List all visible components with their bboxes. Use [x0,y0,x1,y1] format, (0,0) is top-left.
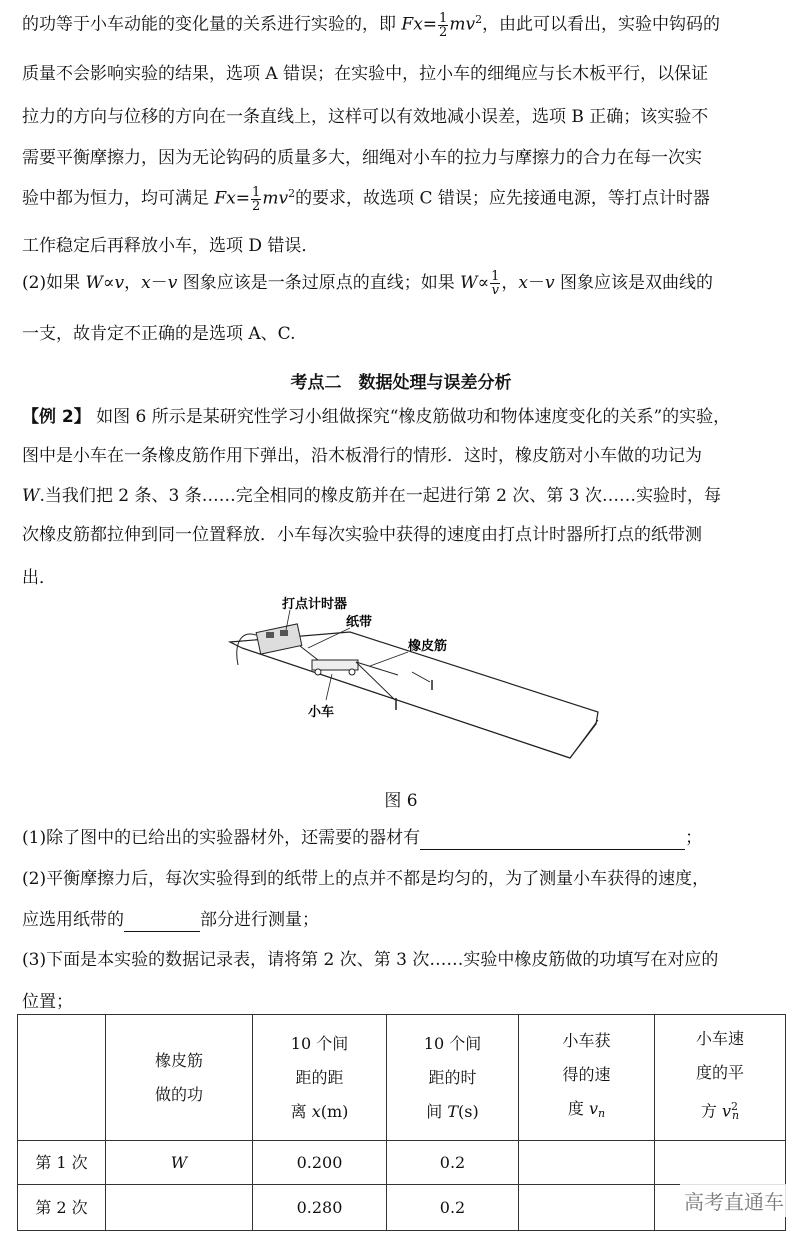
experiment-figure [220,590,600,780]
para1-line6: 工作稳定后再释放小车，选项 D 错误． [22,236,319,256]
row-time: 0.2 [387,1185,519,1231]
cart [312,660,358,670]
answer-blank-1[interactable] [420,831,685,850]
math-var: Fx [401,14,423,35]
example-tag: 【例 2】 [22,407,91,427]
header-speed-squared: 小车速 度的平 方 $v^2_n$ [655,1015,786,1141]
para2-line1: (2)如果 W∝v，x－v 图象应该是一条过原点的直线；如果 W∝ $\frac{1}{v}$，x－v 图象应该是双曲线的 [22,269,713,298]
label-cart: 小车 [308,705,335,720]
para2-line2: 一支，故肯定不正确的是选项 A、C. [22,324,296,344]
table-row [18,1141,786,1185]
question-3-line1: (3)下面是本实验的数据记录表，请将第 2 次、第 3 次……实验中橡皮筋做的功填写在对应的 [22,950,719,970]
answer-blank-2[interactable] [124,913,200,932]
fraction: $\frac{1}{2}$ [252,184,261,214]
row-time: 0.2 [387,1141,519,1185]
para1-line5: 验中都为恒力，均可满足 Fx= $\frac{1}{2}$ $mv^2$的要求，故选项 C 错误；应先接通电源，等打点计时器 [22,184,710,214]
para1-line1 [22,8,782,39]
math-sup: 2 [475,13,483,26]
data-table [17,1014,786,1231]
example-line5: 出． [22,568,56,588]
math-eq: = [422,14,438,35]
example-line4: 次橡皮筋都拉伸到同一位置释放．小车每次实验中获得的速度由打点计时器所打点的纸带测 [22,525,702,545]
watermark: 高考直通车 [680,1184,788,1217]
row-speed[interactable] [519,1141,655,1185]
text: ，由此可以看出，实验中钩码的 [482,14,721,35]
table-row [18,1185,786,1231]
row-label: 第 1 次 [18,1141,106,1185]
label-band: 橡皮筋 [408,639,448,654]
fraction: $\frac{1}{2}$ [439,10,448,40]
header-empty [18,1015,106,1141]
row-distance: 0.280 [253,1185,387,1231]
label-tape: 纸带 [346,615,373,630]
row-work[interactable] [106,1185,253,1231]
example-line3: W.当我们把 2 条、3 条……完全相同的橡皮筋并在一起进行第 2 次、第 3 次……实验时，每 [22,486,721,506]
row-speed-squared[interactable] [655,1141,786,1185]
math-var: mv [449,14,476,35]
question-3-line2: 位置； [22,992,73,1012]
para1-line3: 拉力的方向与位移的方向在一条直线上，这样可以有效地减小误差，选项 B 正确；该实验不 [22,107,709,127]
para1-line4: 需要平衡摩擦力，因为无论钩码的质量多大，细绳对小车的拉力与摩擦力的合力在每一次实 [22,148,702,168]
row-speed[interactable] [519,1185,655,1231]
header-time: 10 个间 距的时 间 T(s) [387,1015,519,1141]
row-label: 第 2 次 [18,1185,106,1231]
fraction: $\frac{1}{v}$ [491,269,500,298]
question-2-line2: 应选用纸带的 部分进行测量； [22,910,319,930]
row-work: W [106,1141,253,1185]
para1-line2: 质量不会影响实验的结果，选项 A 错误；在实验中，拉小车的细绳应与长木板平行，以保证 [22,64,709,84]
label-timer: 打点计时器 [282,597,348,612]
header-speed: 小车获 得的速 度 $v_n$ [519,1015,655,1141]
example-line1: 【例 2】 如图 6 所示是某研究性学习小组做探究“橡皮筋做功和物体速度变化的关系”的实验， [22,407,731,427]
section-heading: 考点二 数据处理与误差分析 [290,373,512,393]
table-header-row [18,1015,786,1141]
figure-caption: 图 6 [384,791,418,811]
header-distance: 10 个间 距的距 离 x(m) [253,1015,387,1141]
example-line2: 图中是小车在一条橡皮筋作用下弹出，沿木板滑行的情形．这时，橡皮筋对小车做的功记为 [22,446,702,466]
text: 的功等于小车动能的变化量的关系进行实验的，即 [22,14,402,35]
header-work: 橡皮筋 做的功 [106,1015,253,1141]
question-1: (1)除了图中的已给出的实验器材外，还需要的器材有 ； [22,828,703,848]
row-distance: 0.200 [253,1141,387,1185]
question-2-line1: (2)平衡摩擦力后，每次实验得到的纸带上的点并不都是均匀的，为了测量小车获得的速度， [22,869,710,889]
